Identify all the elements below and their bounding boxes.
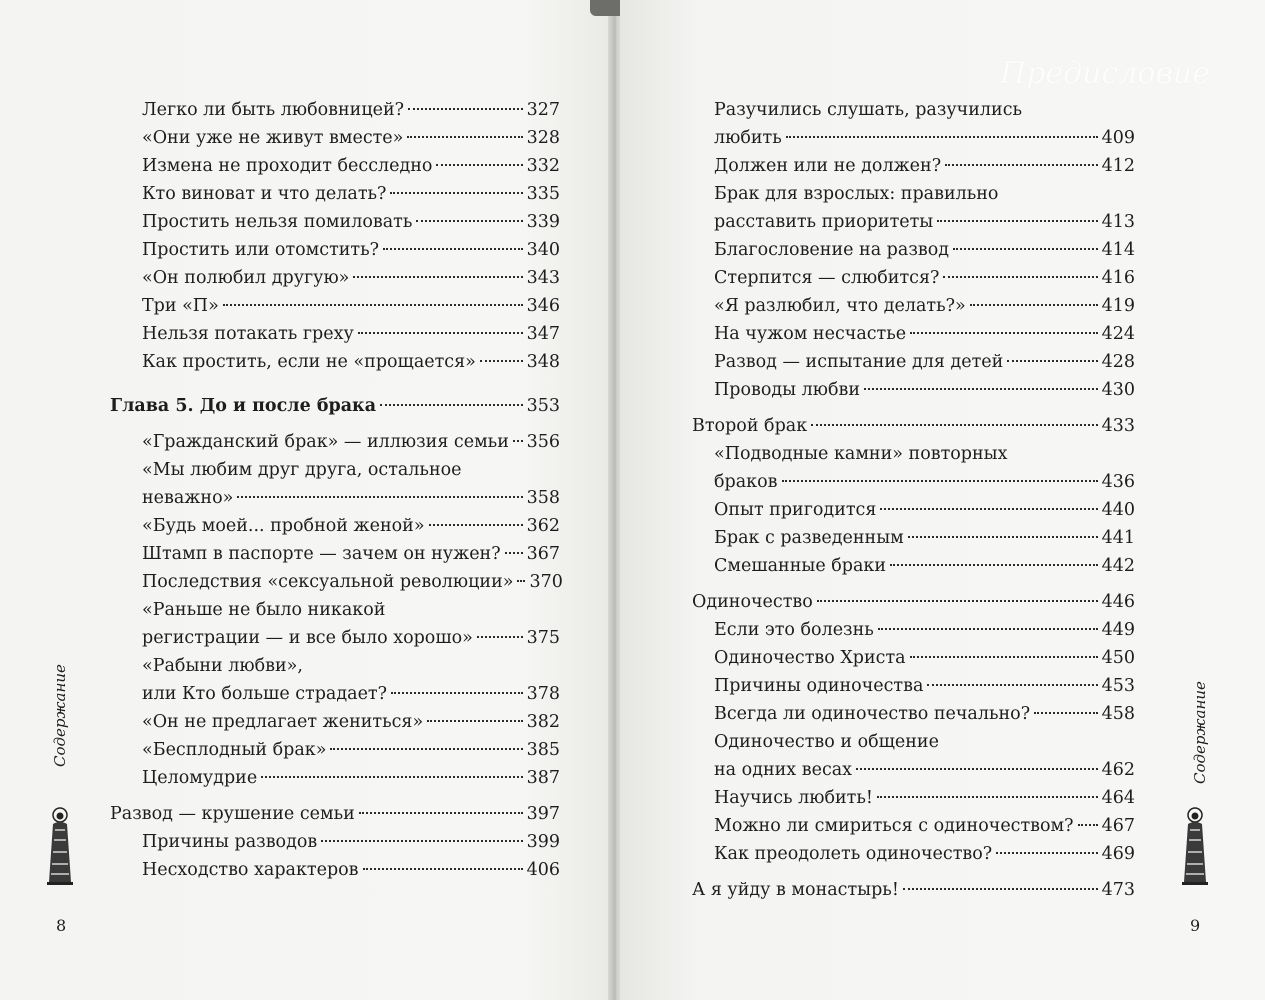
toc-entry	[110, 708, 560, 736]
toc-entry-page: 327	[526, 100, 560, 120]
toc-entry-title: неважно»	[142, 488, 234, 508]
toc-entry-title: «Я разлюбил, что делать?»	[714, 296, 966, 316]
toc-entry-page: 469	[1101, 844, 1135, 864]
toc-entry-page: 430	[1101, 380, 1135, 400]
toc-entry	[692, 812, 1135, 840]
toc-entry-title: или Кто больше страдает?	[142, 684, 387, 704]
toc-entry-page: 464	[1101, 788, 1135, 808]
toc-entry-title-line: «Мы любим друг друга, остальное	[142, 460, 462, 480]
toc-entry	[692, 616, 1135, 644]
toc-entry	[692, 496, 1135, 524]
dot-leader	[436, 164, 522, 166]
toc-entry-title: «Он полюбил другую»	[142, 268, 350, 288]
toc-entry	[692, 96, 1135, 152]
running-header: Предисловие	[1000, 56, 1210, 91]
toc-entry-title: Брак с разведенным	[714, 528, 904, 548]
toc-entry-title: Второй брак	[692, 416, 808, 436]
toc-entry	[110, 828, 560, 856]
toc-entry-page: 416	[1101, 268, 1135, 288]
toc-entry-title: Научись любить!	[714, 788, 873, 808]
dot-leader	[890, 564, 1098, 566]
toc-entry-page: 406	[526, 860, 560, 880]
toc-entry-title: Легко ли быть любовницей?	[142, 100, 405, 120]
dot-leader	[390, 192, 522, 194]
toc-entry-title: Можно ли смириться с одиночеством?	[714, 816, 1074, 836]
toc-entry	[110, 596, 560, 652]
dot-leader	[856, 768, 1098, 770]
toc-entry-page: 428	[1101, 352, 1135, 372]
dot-leader	[817, 600, 1098, 602]
toc-entry-title: Если это болезнь	[714, 620, 874, 640]
toc-entry	[110, 96, 560, 124]
toc-entry-title-line: Одиночество и общение	[714, 732, 939, 752]
toc-entry-title: Всегда ли одиночество печально?	[714, 704, 1031, 724]
toc-entry-page: 467	[1101, 816, 1135, 836]
dot-leader	[864, 388, 1098, 390]
dot-leader	[953, 248, 1098, 250]
dot-leader	[903, 888, 1098, 890]
toc-entry-title: На чужом несчастье	[714, 324, 907, 344]
toc-entry-title: Последствия «сексуальной революции»	[142, 572, 514, 592]
toc-entry-page: 441	[1101, 528, 1135, 548]
toc-entry	[110, 856, 560, 884]
toc-entry-page: 335	[526, 184, 560, 204]
toc-entry	[110, 428, 560, 456]
toc-entry-page: 358	[526, 488, 560, 508]
toc-entry-title: Одиночество Христа	[714, 648, 906, 668]
toc-entry	[110, 152, 560, 180]
toc-entry-title: Благословение на развод	[714, 240, 950, 260]
toc-entry-page: 340	[526, 240, 560, 260]
toc-entry-title-line: «Подводные камни» повторных	[714, 444, 1008, 464]
toc-entry-title: «Бесплодный брак»	[142, 740, 327, 760]
toc-entry	[692, 588, 1135, 616]
toc-entry-page: 382	[526, 712, 560, 732]
dot-leader	[517, 580, 525, 582]
toc-entry-page: 385	[526, 740, 560, 760]
dot-leader	[477, 636, 523, 638]
toc-entry	[692, 552, 1135, 580]
dot-leader	[321, 840, 522, 842]
toc-entry-title: Простить нельзя помиловать	[142, 212, 413, 232]
toc-entry-title: Целомудрие	[142, 768, 258, 788]
toc-entry	[110, 292, 560, 320]
toc-entry-page: 356	[526, 432, 560, 452]
dot-leader	[408, 108, 523, 110]
toc-entry	[110, 180, 560, 208]
left-page	[0, 0, 614, 1000]
toc-entry	[692, 672, 1135, 700]
toc-entry	[692, 264, 1135, 292]
dot-leader	[480, 360, 523, 362]
toc-entry-title: Причины разводов	[142, 832, 318, 852]
toc-entry	[110, 764, 560, 792]
toc-entry	[692, 728, 1135, 784]
dot-leader	[383, 248, 523, 250]
toc-entry-page: 346	[526, 296, 560, 316]
toc-entry-page: 433	[1101, 416, 1135, 436]
dot-leader	[359, 812, 523, 814]
right-page	[620, 0, 1265, 1000]
toc-entry-title-line: «Раньше не было никакой	[142, 600, 386, 620]
toc-entry-title: Должен или не должен?	[714, 156, 942, 176]
toc-entry-page: 332	[526, 156, 560, 176]
toc-entry-page: 440	[1101, 500, 1135, 520]
right-page-number: 9	[1190, 916, 1201, 935]
dot-leader	[407, 136, 522, 138]
toc-entry	[692, 700, 1135, 728]
dot-leader	[811, 424, 1097, 426]
dot-leader	[505, 552, 523, 554]
toc-entry-title: Кто виноват и что делать?	[142, 184, 387, 204]
dot-leader	[261, 776, 522, 778]
toc-entry-title: Стерпится — слюбится?	[714, 268, 940, 288]
dot-leader	[878, 628, 1098, 630]
dot-leader	[391, 692, 523, 694]
toc-entry-title: любить	[714, 128, 782, 148]
toc-entry	[110, 456, 560, 512]
toc-entry-page: 413	[1101, 212, 1135, 232]
toc-entry-title: Опыт пригодится	[714, 500, 877, 520]
toc-entry	[110, 736, 560, 764]
toc-entry	[110, 264, 560, 292]
toc-entry-page: 375	[526, 628, 560, 648]
left-side-label: Содержание	[51, 664, 69, 767]
toc-entry-title: браков	[714, 472, 778, 492]
left-page-number: 8	[56, 916, 67, 935]
toc-entry	[692, 876, 1135, 904]
toc-entry	[110, 652, 560, 708]
toc-entry-page: 424	[1101, 324, 1135, 344]
toc-entry-title: Простить или отомстить?	[142, 240, 380, 260]
toc-entry-page: 449	[1101, 620, 1135, 640]
toc-entry	[110, 800, 560, 828]
dot-leader	[908, 536, 1098, 538]
toc-entry-page: 367	[526, 544, 560, 564]
toc-entry-title: Нельзя потакать греху	[142, 324, 354, 344]
dot-leader	[1078, 824, 1098, 826]
dot-leader	[910, 656, 1098, 658]
toc-entry-page: 414	[1101, 240, 1135, 260]
toc-entry-title: на одних весах	[714, 760, 853, 780]
saint-figure-icon	[43, 806, 77, 886]
dot-leader	[910, 332, 1097, 334]
toc-entry-title: Смешанные браки	[714, 556, 887, 576]
toc-entry-page: 462	[1101, 760, 1135, 780]
dot-leader	[513, 440, 523, 442]
toc-entry-page: 370	[529, 572, 563, 592]
toc-entry-page: 328	[526, 128, 560, 148]
toc-entry-title: Глава 5. До и после брака	[110, 396, 377, 416]
dot-leader	[353, 276, 522, 278]
toc-entry-page: 412	[1101, 156, 1135, 176]
toc-entry-page: 339	[526, 212, 560, 232]
toc-entry-page: 399	[526, 832, 560, 852]
dot-leader	[937, 220, 1097, 222]
toc-entry	[110, 124, 560, 152]
toc-entry-title: Развод — крушение семьи	[110, 804, 355, 824]
toc-entry	[692, 524, 1135, 552]
toc-entry-title-line: «Рабыни любви»,	[142, 656, 303, 676]
toc-entry	[692, 236, 1135, 264]
toc-entry-title: «Гражданский брак» — иллюзия семьи	[142, 432, 509, 452]
toc-entry-title: Измена не проходит бесследно	[142, 156, 433, 176]
toc-entry	[110, 512, 560, 540]
toc-entry	[692, 412, 1135, 440]
toc-entry	[692, 348, 1135, 376]
toc-entry	[692, 152, 1135, 180]
toc-entry-title: Три «П»	[142, 296, 219, 316]
dot-leader	[1007, 360, 1097, 362]
toc-entry	[692, 440, 1135, 496]
toc-entry	[110, 320, 560, 348]
toc-entry	[692, 292, 1135, 320]
toc-entry-title: Несходство характеров	[142, 860, 359, 880]
toc-entry-page: 353	[526, 396, 560, 416]
toc-entry	[110, 540, 560, 568]
toc-entry-title: Проводы любви	[714, 380, 861, 400]
toc-entry-page: 362	[526, 516, 560, 536]
toc-entry-page: 453	[1101, 676, 1135, 696]
toc-entry-title: Причины одиночества	[714, 676, 924, 696]
toc-entry	[110, 348, 560, 376]
dot-leader	[429, 524, 523, 526]
dot-leader	[945, 164, 1098, 166]
dot-leader	[943, 276, 1097, 278]
toc-entry-page: 343	[526, 268, 560, 288]
toc-entry-title: Штамп в паспорте — зачем он нужен?	[142, 544, 501, 564]
dot-leader	[877, 796, 1098, 798]
toc-entry-page: 419	[1101, 296, 1135, 316]
toc-entry-title: регистрации — и все было хорошо»	[142, 628, 473, 648]
toc-entry	[110, 392, 560, 420]
dot-leader	[786, 136, 1098, 138]
toc-entry-page: 458	[1101, 704, 1135, 724]
toc-entry	[110, 236, 560, 264]
dot-leader	[427, 720, 522, 722]
dot-leader	[416, 220, 522, 222]
toc-entry-page: 347	[526, 324, 560, 344]
dot-leader	[996, 852, 1097, 854]
dot-leader	[330, 748, 522, 750]
dot-leader	[1034, 712, 1098, 714]
toc-entry-title: расставить приоритеты	[714, 212, 934, 232]
toc-entry	[110, 568, 563, 596]
toc-entry-page: 446	[1101, 592, 1135, 612]
toc-entry-title: Как преодолеть одиночество?	[714, 844, 993, 864]
toc-entry-page: 397	[526, 804, 560, 824]
toc-entry	[692, 320, 1135, 348]
toc-entry-page: 442	[1101, 556, 1135, 576]
toc-entry-title: «Они уже не живут вместе»	[142, 128, 404, 148]
toc-entry-title: «Он не предлагает жениться»	[142, 712, 424, 732]
toc-entry-title: Одиночество	[692, 592, 813, 612]
toc-entry-page: 348	[526, 352, 560, 372]
toc-entry	[692, 180, 1135, 236]
toc-entry	[692, 840, 1135, 868]
dot-leader	[970, 304, 1098, 306]
dot-leader	[927, 684, 1097, 686]
dot-leader	[358, 332, 523, 334]
right-side-label: Содержание	[1191, 681, 1209, 784]
toc-entry-page: 436	[1101, 472, 1135, 492]
toc-entry	[692, 644, 1135, 672]
right-toc-list	[692, 96, 1135, 904]
toc-entry-title: Развод — испытание для детей	[714, 352, 1004, 372]
toc-entry	[692, 376, 1135, 404]
saint-figure-icon	[1178, 806, 1212, 886]
toc-entry-page: 409	[1101, 128, 1135, 148]
toc-entry-title: Как простить, если не «прощается»	[142, 352, 476, 372]
toc-entry-page: 473	[1101, 880, 1135, 900]
toc-entry-page: 387	[526, 768, 560, 788]
dot-leader	[782, 480, 1098, 482]
toc-entry-title-line: Брак для взрослых: правильно	[714, 184, 999, 204]
toc-entry	[110, 208, 560, 236]
toc-entry-page: 378	[526, 684, 560, 704]
toc-entry-page: 450	[1101, 648, 1135, 668]
toc-entry-title: А я уйду в монастырь!	[692, 880, 899, 900]
toc-entry	[692, 784, 1135, 812]
dot-leader	[223, 304, 523, 306]
dot-leader	[880, 508, 1097, 510]
dot-leader	[363, 868, 523, 870]
left-toc-list	[110, 96, 563, 884]
toc-entry-title: «Будь моей... пробной женой»	[142, 516, 425, 536]
dot-leader	[237, 496, 522, 498]
toc-entry-title-line: Разучились слушать, разучились	[714, 100, 1023, 120]
dot-leader	[380, 404, 523, 406]
